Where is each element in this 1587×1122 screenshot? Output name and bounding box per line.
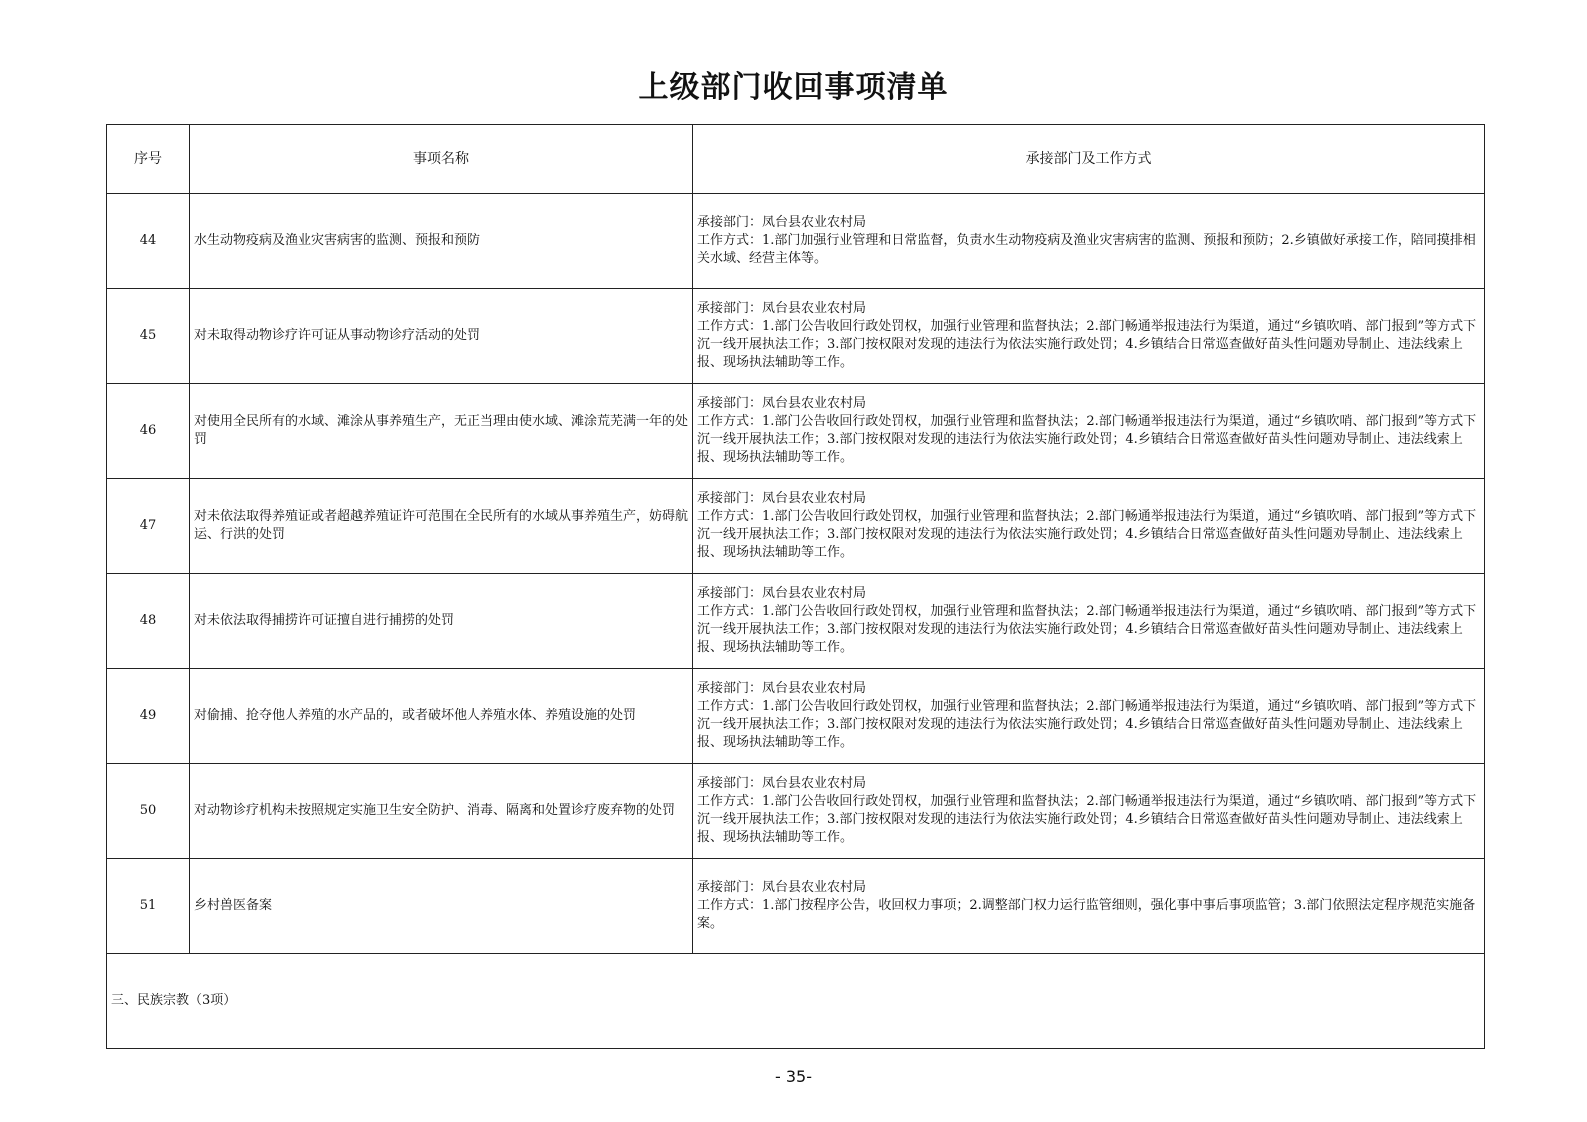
row-dept: 承接部门：凤台县农业农村局 [697, 396, 867, 411]
row-dept-cell [693, 764, 1485, 859]
section-row [107, 954, 1485, 1049]
row-method: 工作方式：1.部门公告收回行政处罚权，加强行业管理和监督执法；2.部门畅通举报违法行为渠道，通过“乡镇吹哨、部门报到”等方式下沉一线开展执法工作；3.部门按权限对发现的违法行为依法实施行政处罚；4.乡镇结合日常巡查做好苗头性问题劝导制止、违法线索上报、现场执法辅助等工作。 [697, 604, 1477, 655]
row-name: 乡村兽医备案 [190, 859, 693, 954]
row-name: 对未取得动物诊疗许可证从事动物诊疗活动的处罚 [190, 289, 693, 384]
row-no: 49 [107, 669, 190, 764]
row-name: 对偷捕、抢夺他人养殖的水产品的，或者破坏他人养殖水体、养殖设施的处罚 [190, 669, 693, 764]
row-name: 对未依法取得捕捞许可证擅自进行捕捞的处罚 [190, 574, 693, 669]
row-dept: 承接部门：凤台县农业农村局 [697, 880, 867, 895]
row-dept-cell [693, 289, 1485, 384]
row-method: 工作方式：1.部门公告收回行政处罚权，加强行业管理和监督执法；2.部门畅通举报违法行为渠道，通过“乡镇吹哨、部门报到”等方式下沉一线开展执法工作；3.部门按权限对发现的违法行为依法实施行政处罚；4.乡镇结合日常巡查做好苗头性问题劝导制止、违法线索上报、现场执法辅助等工作。 [697, 699, 1477, 750]
header-name: 事项名称 [190, 125, 693, 194]
row-no: 47 [107, 479, 190, 574]
table-row [107, 859, 1485, 954]
row-method: 工作方式：1.部门按程序公告，收回权力事项；2.调整部门权力运行监管细则，强化事中事后事项监管；3.部门依照法定程序规范实施备案。 [697, 898, 1476, 931]
table-header-row [107, 125, 1485, 194]
header-dept: 承接部门及工作方式 [693, 125, 1485, 194]
row-no: 50 [107, 764, 190, 859]
row-dept: 承接部门：凤台县农业农村局 [697, 215, 867, 230]
table-row [107, 764, 1485, 859]
row-no: 46 [107, 384, 190, 479]
row-dept: 承接部门：凤台县农业农村局 [697, 586, 867, 601]
table-row [107, 384, 1485, 479]
row-method: 工作方式：1.部门加强行业管理和日常监督，负责水生动物疫病及渔业灾害病害的监测、预报和预防；2.乡镇做好承接工作，陪同摸排相关水域、经营主体等。 [697, 233, 1476, 266]
table-row [107, 289, 1485, 384]
row-dept-cell [693, 479, 1485, 574]
row-name: 水生动物疫病及渔业灾害病害的监测、预报和预防 [190, 194, 693, 289]
row-dept-cell [693, 384, 1485, 479]
row-no: 51 [107, 859, 190, 954]
row-name: 对未依法取得养殖证或者超越养殖证许可范围在全民所有的水域从事养殖生产，妨碍航运、行洪的处罚 [190, 479, 693, 574]
row-dept-cell [693, 194, 1485, 289]
table-row [107, 574, 1485, 669]
row-no: 45 [107, 289, 190, 384]
row-no: 48 [107, 574, 190, 669]
page-number: - 35- [775, 1067, 812, 1086]
row-dept: 承接部门：凤台县农业农村局 [697, 491, 867, 506]
page-title: 上级部门收回事项清单 [638, 70, 949, 105]
row-dept: 承接部门：凤台县农业农村局 [697, 776, 867, 791]
row-dept-cell [693, 859, 1485, 954]
header-no: 序号 [107, 125, 190, 194]
row-method: 工作方式：1.部门公告收回行政处罚权，加强行业管理和监督执法；2.部门畅通举报违法行为渠道，通过“乡镇吹哨、部门报到”等方式下沉一线开展执法工作；3.部门按权限对发现的违法行为依法实施行政处罚；4.乡镇结合日常巡查做好苗头性问题劝导制止、违法线索上报、现场执法辅助等工作。 [697, 414, 1477, 465]
row-dept-cell [693, 669, 1485, 764]
row-dept-cell [693, 574, 1485, 669]
row-method: 工作方式：1.部门公告收回行政处罚权，加强行业管理和监督执法；2.部门畅通举报违法行为渠道，通过“乡镇吹哨、部门报到”等方式下沉一线开展执法工作；3.部门按权限对发现的违法行为依法实施行政处罚；4.乡镇结合日常巡查做好苗头性问题劝导制止、违法线索上报、现场执法辅助等工作。 [697, 794, 1477, 845]
table-row [107, 194, 1485, 289]
row-method: 工作方式：1.部门公告收回行政处罚权，加强行业管理和监督执法；2.部门畅通举报违法行为渠道，通过“乡镇吹哨、部门报到”等方式下沉一线开展执法工作；3.部门按权限对发现的违法行为依法实施行政处罚；4.乡镇结合日常巡查做好苗头性问题劝导制止、违法线索上报、现场执法辅助等工作。 [697, 319, 1477, 370]
row-dept: 承接部门：凤台县农业农村局 [697, 301, 867, 316]
row-name: 对动物诊疗机构未按照规定实施卫生安全防护、消毒、隔离和处置诊疗废弃物的处罚 [190, 764, 693, 859]
matters-table [106, 124, 1485, 1049]
table-row [107, 669, 1485, 764]
row-name: 对使用全民所有的水域、滩涂从事养殖生产，无正当理由使水域、滩涂荒芜满一年的处罚 [190, 384, 693, 479]
row-dept: 承接部门：凤台县农业农村局 [697, 681, 867, 696]
section-heading: 三、民族宗教（3项） [107, 954, 1485, 1049]
table-row [107, 479, 1485, 574]
row-no: 44 [107, 194, 190, 289]
row-method: 工作方式：1.部门公告收回行政处罚权，加强行业管理和监督执法；2.部门畅通举报违法行为渠道，通过“乡镇吹哨、部门报到”等方式下沉一线开展执法工作；3.部门按权限对发现的违法行为依法实施行政处罚；4.乡镇结合日常巡查做好苗头性问题劝导制止、违法线索上报、现场执法辅助等工作。 [697, 509, 1477, 560]
